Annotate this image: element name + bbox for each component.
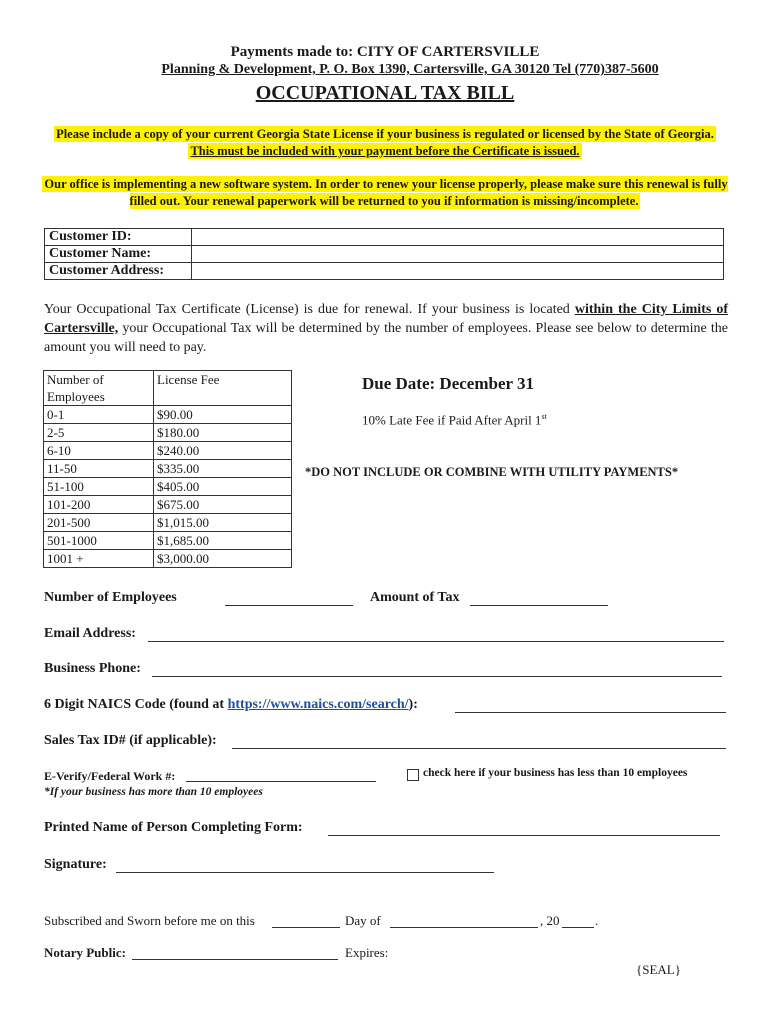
naics-link[interactable]: https://www.naics.com/search/: [227, 697, 409, 712]
fee-row-employees: 51-100: [44, 478, 154, 496]
software-notice-text: Our office is implementing a new software system. In order to renew your license properly, please make sure this renewal is fully filled out. Your renewal paperwork will be returned to you if information is missing/incomplete.: [44, 177, 728, 208]
sales-tax-field[interactable]: [232, 748, 726, 749]
intro-city-limits: within the City Limits of Cartersville,: [44, 302, 729, 336]
intro-part2: your Occupational Tax will be determined by the number of employees. Please see below to determine the amount you will need to pay.: [44, 321, 728, 355]
fee-table-row: [44, 532, 292, 550]
fee-table: [43, 370, 292, 568]
customer-table: [44, 228, 724, 280]
checkbox-label: check here if your business has less than 10 employees: [423, 767, 688, 779]
fee-row-employees: 11-50: [44, 460, 154, 478]
everify-label: E-Verify/Federal Work #:: [44, 769, 176, 783]
naics-label-a: 6 Digit NAICS Code (found at: [44, 697, 228, 712]
printed-name-label: Printed Name of Person Completing Form:: [44, 820, 303, 835]
due-date: Due Date: December 31: [362, 374, 534, 393]
fee-row-employees: 201-500: [44, 514, 154, 532]
fee-row-fee: $405.00: [154, 478, 292, 496]
num-employees-field[interactable]: [225, 605, 353, 606]
signature-label: Signature:: [44, 857, 107, 872]
fee-table-row: [44, 550, 292, 568]
fee-row-employees: 101-200: [44, 496, 154, 514]
address-line: Planning & Development, P. O. Box 1390, Cartersville, GA 30120 Tel (770)387-5600: [161, 62, 659, 77]
payments-line: Payments made to: CITY OF CARTERSVILLE: [230, 44, 540, 60]
sworn-month-field[interactable]: [390, 927, 538, 928]
late-fee-text: 10% Late Fee if Paid After April 1: [362, 412, 542, 428]
fee-row-fee: $1,685.00: [154, 532, 292, 550]
fee-row-fee: $180.00: [154, 424, 292, 442]
customer-name-label: Customer Name:: [45, 246, 192, 263]
fee-row-fee: $240.00: [154, 442, 292, 460]
late-fee-sup: st: [541, 412, 547, 421]
fee-header-employees: Number of Employees: [44, 371, 154, 406]
page-title: OCCUPATIONAL TAX BILL: [255, 82, 515, 104]
phone-field[interactable]: [152, 676, 722, 677]
license-notice: [40, 126, 730, 160]
fee-table-row: [44, 478, 292, 496]
day-of-label: Day of: [345, 913, 381, 928]
fee-table-row: [44, 406, 292, 424]
customer-address-label: Customer Address:: [45, 263, 192, 280]
fee-row-employees: 1001 +: [44, 550, 154, 568]
fee-row-employees: 501-1000: [44, 532, 154, 550]
email-label: Email Address:: [44, 626, 136, 641]
phone-label: Business Phone:: [44, 661, 141, 676]
naics-field[interactable]: [455, 712, 726, 713]
fee-row-employees: 2-5: [44, 424, 154, 442]
software-notice: [40, 176, 730, 210]
customer-address-field[interactable]: [192, 263, 724, 280]
notary-label: Notary Public:: [44, 945, 126, 960]
sworn-day-field[interactable]: [272, 927, 340, 928]
expires-label: Expires:: [345, 945, 389, 960]
everify-field[interactable]: [186, 781, 376, 782]
fee-row-employees: 0-1: [44, 406, 154, 424]
customer-id-row: [45, 229, 724, 246]
customer-name-field[interactable]: [192, 246, 724, 263]
seal-label: {SEAL}: [636, 962, 681, 977]
fee-row-fee: $335.00: [154, 460, 292, 478]
customer-id-field[interactable]: [192, 229, 724, 246]
email-field[interactable]: [148, 641, 724, 642]
intro-paragraph: [44, 300, 728, 357]
everify-note: *If your business has more than 10 employees: [44, 786, 263, 798]
intro-part1: Your Occupational Tax Certificate (License) is due for renewal. If your business is located: [44, 302, 575, 317]
year-label: , 20: [540, 913, 560, 928]
signature-field[interactable]: [116, 872, 494, 873]
license-notice-a: Please include a copy of your current Georgia State License if your business is regulated or licensed by the State of Georgia.: [56, 127, 714, 141]
amount-tax-field[interactable]: [470, 605, 608, 606]
fee-table-row: [44, 496, 292, 514]
no-combine-note: *DO NOT INCLUDE OR COMBINE WITH UTILITY PAYMENTS*: [305, 465, 679, 479]
naics-label: [44, 697, 418, 713]
fee-table-header: [44, 371, 292, 406]
printed-name-field[interactable]: [328, 835, 720, 836]
fee-header-fee: License Fee: [154, 371, 292, 406]
customer-id-label: Customer ID:: [45, 229, 192, 246]
fee-row-fee: $1,015.00: [154, 514, 292, 532]
fee-table-row: [44, 424, 292, 442]
fee-row-fee: $675.00: [154, 496, 292, 514]
fee-row-employees: 6-10: [44, 442, 154, 460]
sworn-year-field[interactable]: [562, 927, 594, 928]
small-business-checkbox[interactable]: [407, 769, 419, 781]
sworn-label: Subscribed and Sworn before me on this: [44, 913, 255, 928]
license-notice-b: This must be included with your payment before the Certificate is issued.: [190, 144, 580, 158]
fee-table-row: [44, 514, 292, 532]
naics-label-b: ):: [408, 697, 418, 712]
sales-tax-label: Sales Tax ID# (if applicable):: [44, 733, 217, 748]
fee-row-fee: $3,000.00: [154, 550, 292, 568]
num-employees-label: Number of Employees: [44, 590, 177, 605]
fee-table-row: [44, 460, 292, 478]
notary-field[interactable]: [132, 959, 338, 960]
fee-row-fee: $90.00: [154, 406, 292, 424]
amount-tax-label: Amount of Tax: [370, 590, 460, 605]
customer-name-row: [45, 246, 724, 263]
late-fee-note: [362, 412, 547, 428]
fee-table-row: [44, 442, 292, 460]
year-end: .: [595, 913, 599, 928]
customer-address-row: [45, 263, 724, 280]
